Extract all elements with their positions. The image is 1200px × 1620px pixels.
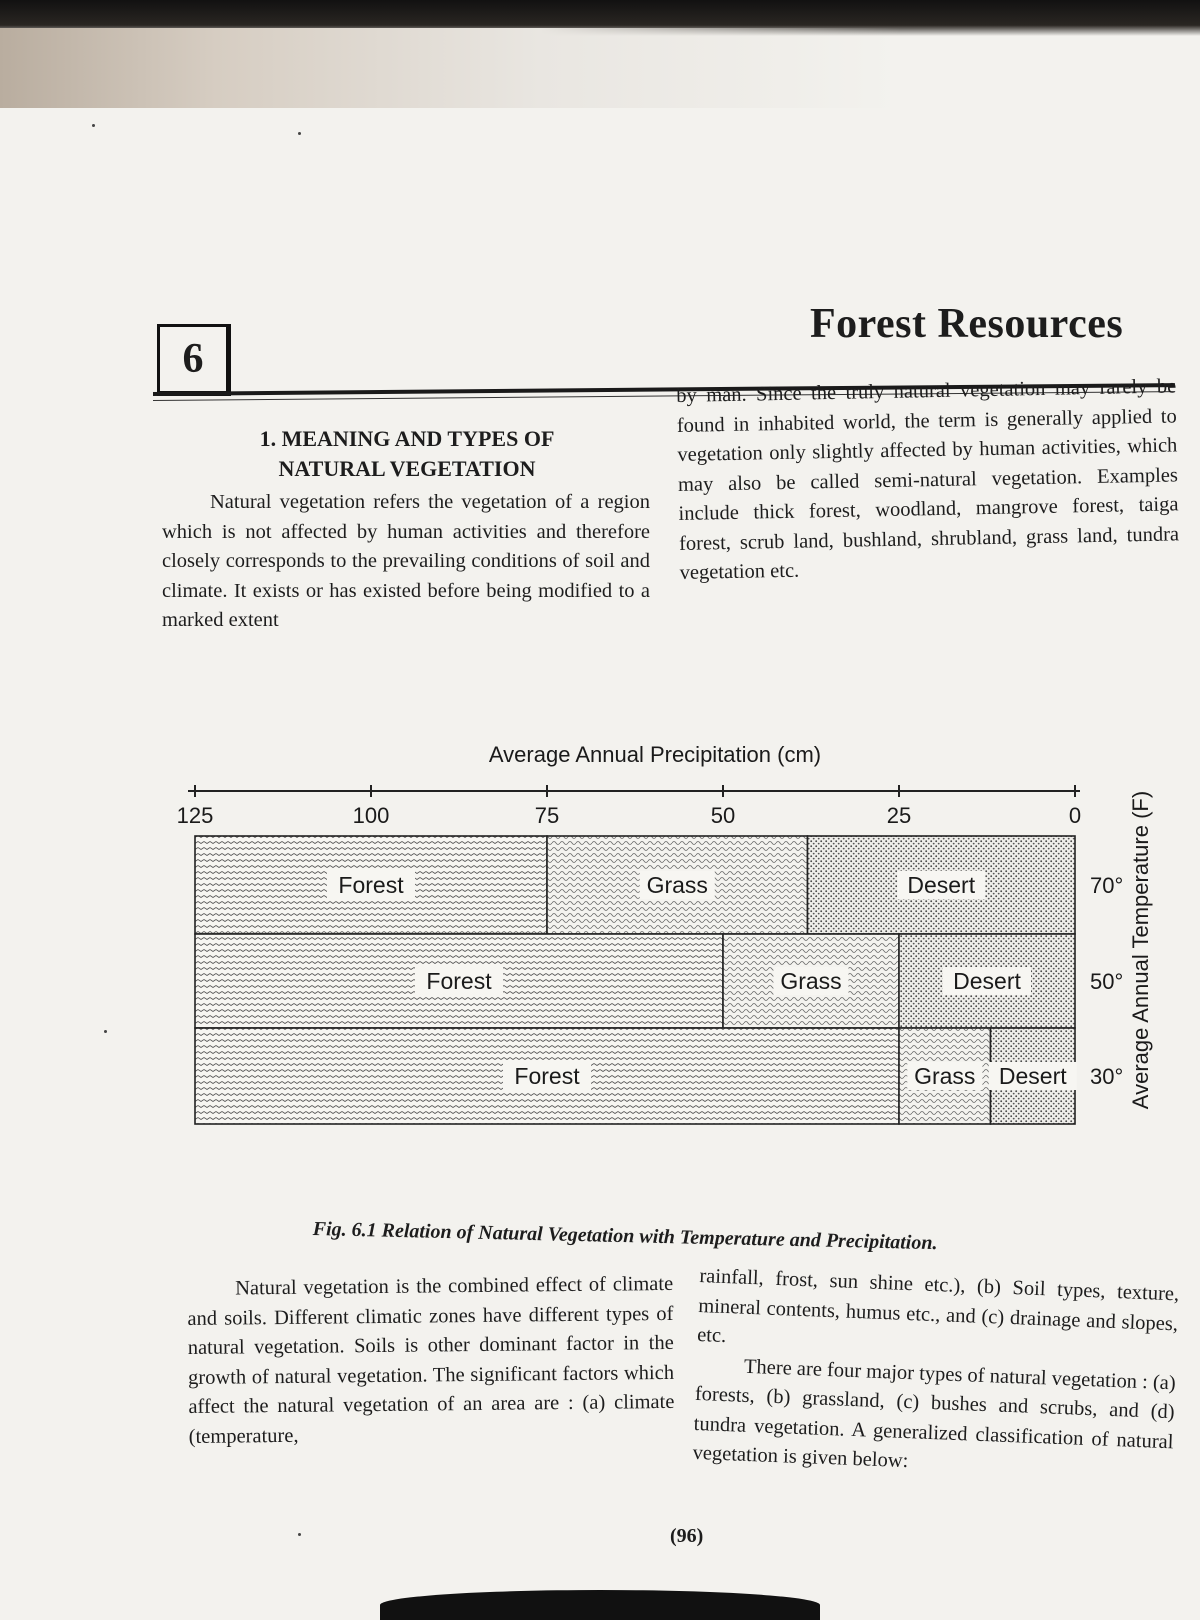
section-heading-line2: NATURAL VEGETATION (278, 456, 536, 481)
speck (104, 1030, 107, 1033)
x-tick-label: 75 (534, 803, 560, 828)
segment-label: Desert (953, 968, 1021, 994)
segment-label: Forest (514, 1063, 580, 1089)
segment-label: Grass (914, 1063, 976, 1089)
chapter-number: 6 (157, 324, 231, 396)
segment-label: Grass (780, 968, 842, 994)
speck (298, 132, 301, 135)
speck (92, 124, 95, 127)
body-paragraph-left (187, 1270, 675, 1452)
body-paragraph-left-text: Natural vegetation is the combined effect of climate and soils. Different climatic zones have different types of natural vegetation. Soils is other dominant factor in the growth of natural vegetation. The significant factors which affect the natural vegetation of an area are : (a) climate (temperature, (187, 1272, 675, 1448)
page-number: (96) (670, 1525, 704, 1547)
x-tick-label: 25 (886, 803, 912, 828)
temperature-labels (1090, 873, 1123, 1089)
temperature-label: 50° (1090, 969, 1124, 994)
y-axis-title: Average Annual Temperature (F) (1128, 790, 1153, 1110)
section-heading-line1: 1. MEANING AND TYPES OF (259, 426, 555, 451)
intro-paragraph-left-text: Natural vegetation refers the vegetation of a region which is not affected by human activities and therefore closely corresponds to the prevailing conditions of soil and climate. It exists or has existed before being modified to a marked extent (162, 491, 650, 631)
x-tick-label: 125 (176, 803, 214, 828)
chart-rows (195, 836, 1077, 1124)
temperature-label: 70° (1090, 873, 1124, 898)
body-paragraph-right-text-2: There are four major types of natural vegetation : (a) forests, (b) grassland, (c) bushes and scrubs, and (d) tundra vegetation. A generalized classification of natural vegetation is given below: (692, 1355, 1177, 1473)
segment-label: Desert (998, 1063, 1067, 1089)
segment-label: Desert (907, 872, 976, 898)
intro-paragraph-right-text: by man. Since the truly natural vegetation may rarely be found in inhabited world, the term is generally applied to vegetation only slightly affected by human activities, which may also be called semi-natural vegetation. Examples include thick forest, woodland, mangrove forest, taiga forest, scrub land, bushland, shrubland, grass land, tundra vegetation etc. (676, 375, 1180, 584)
body-paragraph-right-text-1: rainfall, frost, sun shine etc.), (b) Soil types, texture, mineral contents, humus etc., and (c) drainage and slopes, etc. (696, 1264, 1180, 1348)
figure-caption: Fig. 6.1 Relation of Natural Vegetation with Temperature and Precipitation. (312, 1218, 938, 1255)
segment-label: Grass (646, 872, 708, 898)
x-tick-label: 50 (710, 803, 736, 828)
x-axis-title: Average Annual Precipitation (cm) (488, 742, 822, 767)
segment-label: Forest (426, 968, 492, 994)
page-bottom-shadow (380, 1590, 820, 1620)
x-tick-label: 0 (1068, 803, 1082, 828)
temperature-label: 30° (1090, 1064, 1124, 1089)
speck (298, 1533, 301, 1536)
x-tick-label: 100 (352, 803, 390, 828)
segment-label: Forest (338, 872, 404, 898)
chapter-title: Forest Resources (810, 301, 1124, 347)
body-paragraph-right (692, 1262, 1180, 1487)
